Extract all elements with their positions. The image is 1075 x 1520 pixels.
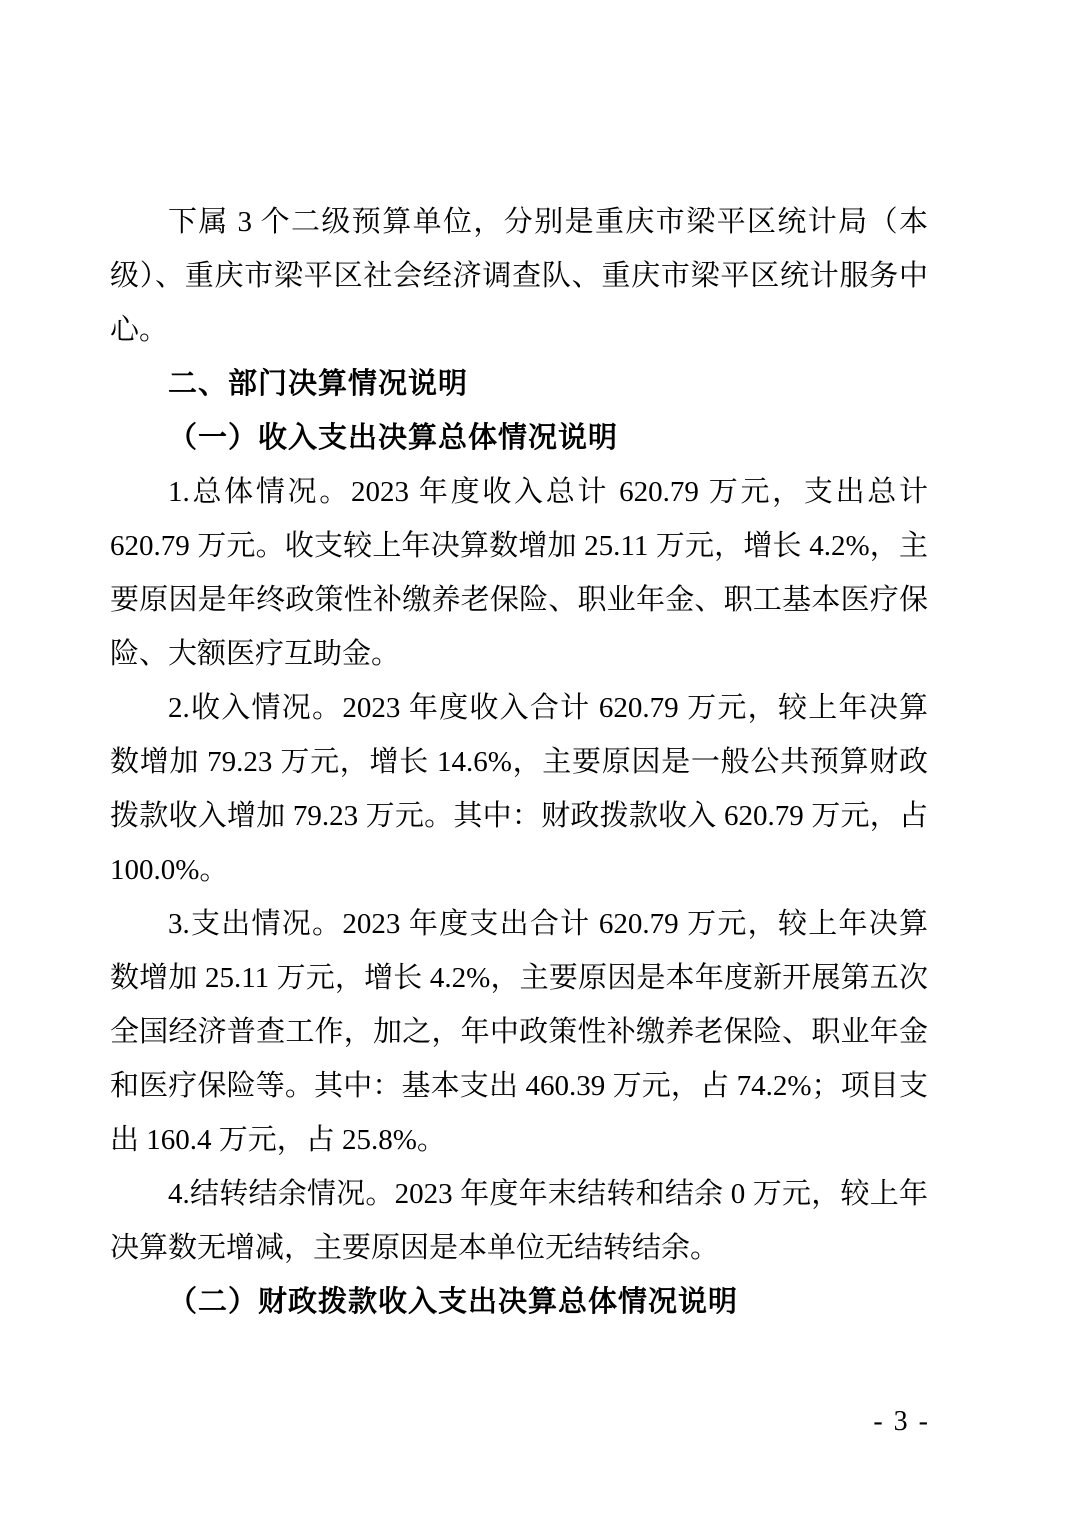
paragraph-expenditure-situation-line: 和医疗保险等。其中：基本支出 460.39 万元，占 74.2%；项目支	[110, 1070, 928, 1102]
paragraph-carryover-situation-line: 4.结转结余情况。2023 年度年末结转和结余 0 万元，较上年	[168, 1178, 928, 1210]
paragraph-overall-situation-line: 险、大额医疗互助金。	[110, 638, 401, 670]
paragraph-income-situation-line: 拨款收入增加 79.23 万元。其中：财政拨款收入 620.79 万元，占	[110, 800, 928, 832]
paragraph-expenditure-situation-line: 全国经济普查工作，加之，年中政策性补缴养老保险、职业年金	[110, 1016, 928, 1048]
page-number: - 3 -	[873, 1406, 930, 1437]
paragraph-expenditure-situation-line: 3.支出情况。2023 年度支出合计 620.79 万元，较上年决算	[168, 908, 928, 940]
paragraph-overall-situation-line: 1.总体情况。2023 年度收入总计 620.79 万元，支出总计	[168, 476, 928, 508]
paragraph-income-situation-line: 2.收入情况。2023 年度收入合计 620.79 万元，较上年决算	[168, 692, 928, 724]
section-heading-2: 二、部门决算情况说明	[168, 368, 469, 400]
paragraph-expenditure-situation-line: 数增加 25.11 万元，增长 4.2%，主要原因是本年度新开展第五次	[110, 962, 928, 994]
intro-paragraph-line: 级）、重庆市梁平区社会经济调查队、重庆市梁平区统计服务中	[110, 260, 928, 292]
subsection-heading-2-2: （二）财政拨款收入支出决算总体情况说明	[168, 1286, 739, 1318]
intro-paragraph-line: 下属 3 个二级预算单位，分别是重庆市梁平区统计局（本	[168, 206, 928, 238]
subsection-heading-2-1: （一）收入支出决算总体情况说明	[168, 422, 619, 454]
paragraph-expenditure-situation-line: 出 160.4 万元，占 25.8%。	[110, 1124, 446, 1156]
intro-paragraph-line: 心。	[110, 314, 169, 346]
document-body	[110, 195, 928, 1329]
paragraph-income-situation-line: 数增加 79.23 万元，增长 14.6%，主要原因是一般公共预算财政	[110, 746, 928, 778]
paragraph-income-situation-line: 100.0%。	[110, 854, 229, 886]
paragraph-overall-situation-line: 620.79 万元。收支较上年决算数增加 25.11 万元，增长 4.2%，主	[110, 530, 928, 562]
paragraph-carryover-situation-line: 决算数无增减，主要原因是本单位无结转结余。	[110, 1232, 720, 1264]
paragraph-overall-situation-line: 要原因是年终政策性补缴养老保险、职业年金、职工基本医疗保	[110, 584, 928, 616]
